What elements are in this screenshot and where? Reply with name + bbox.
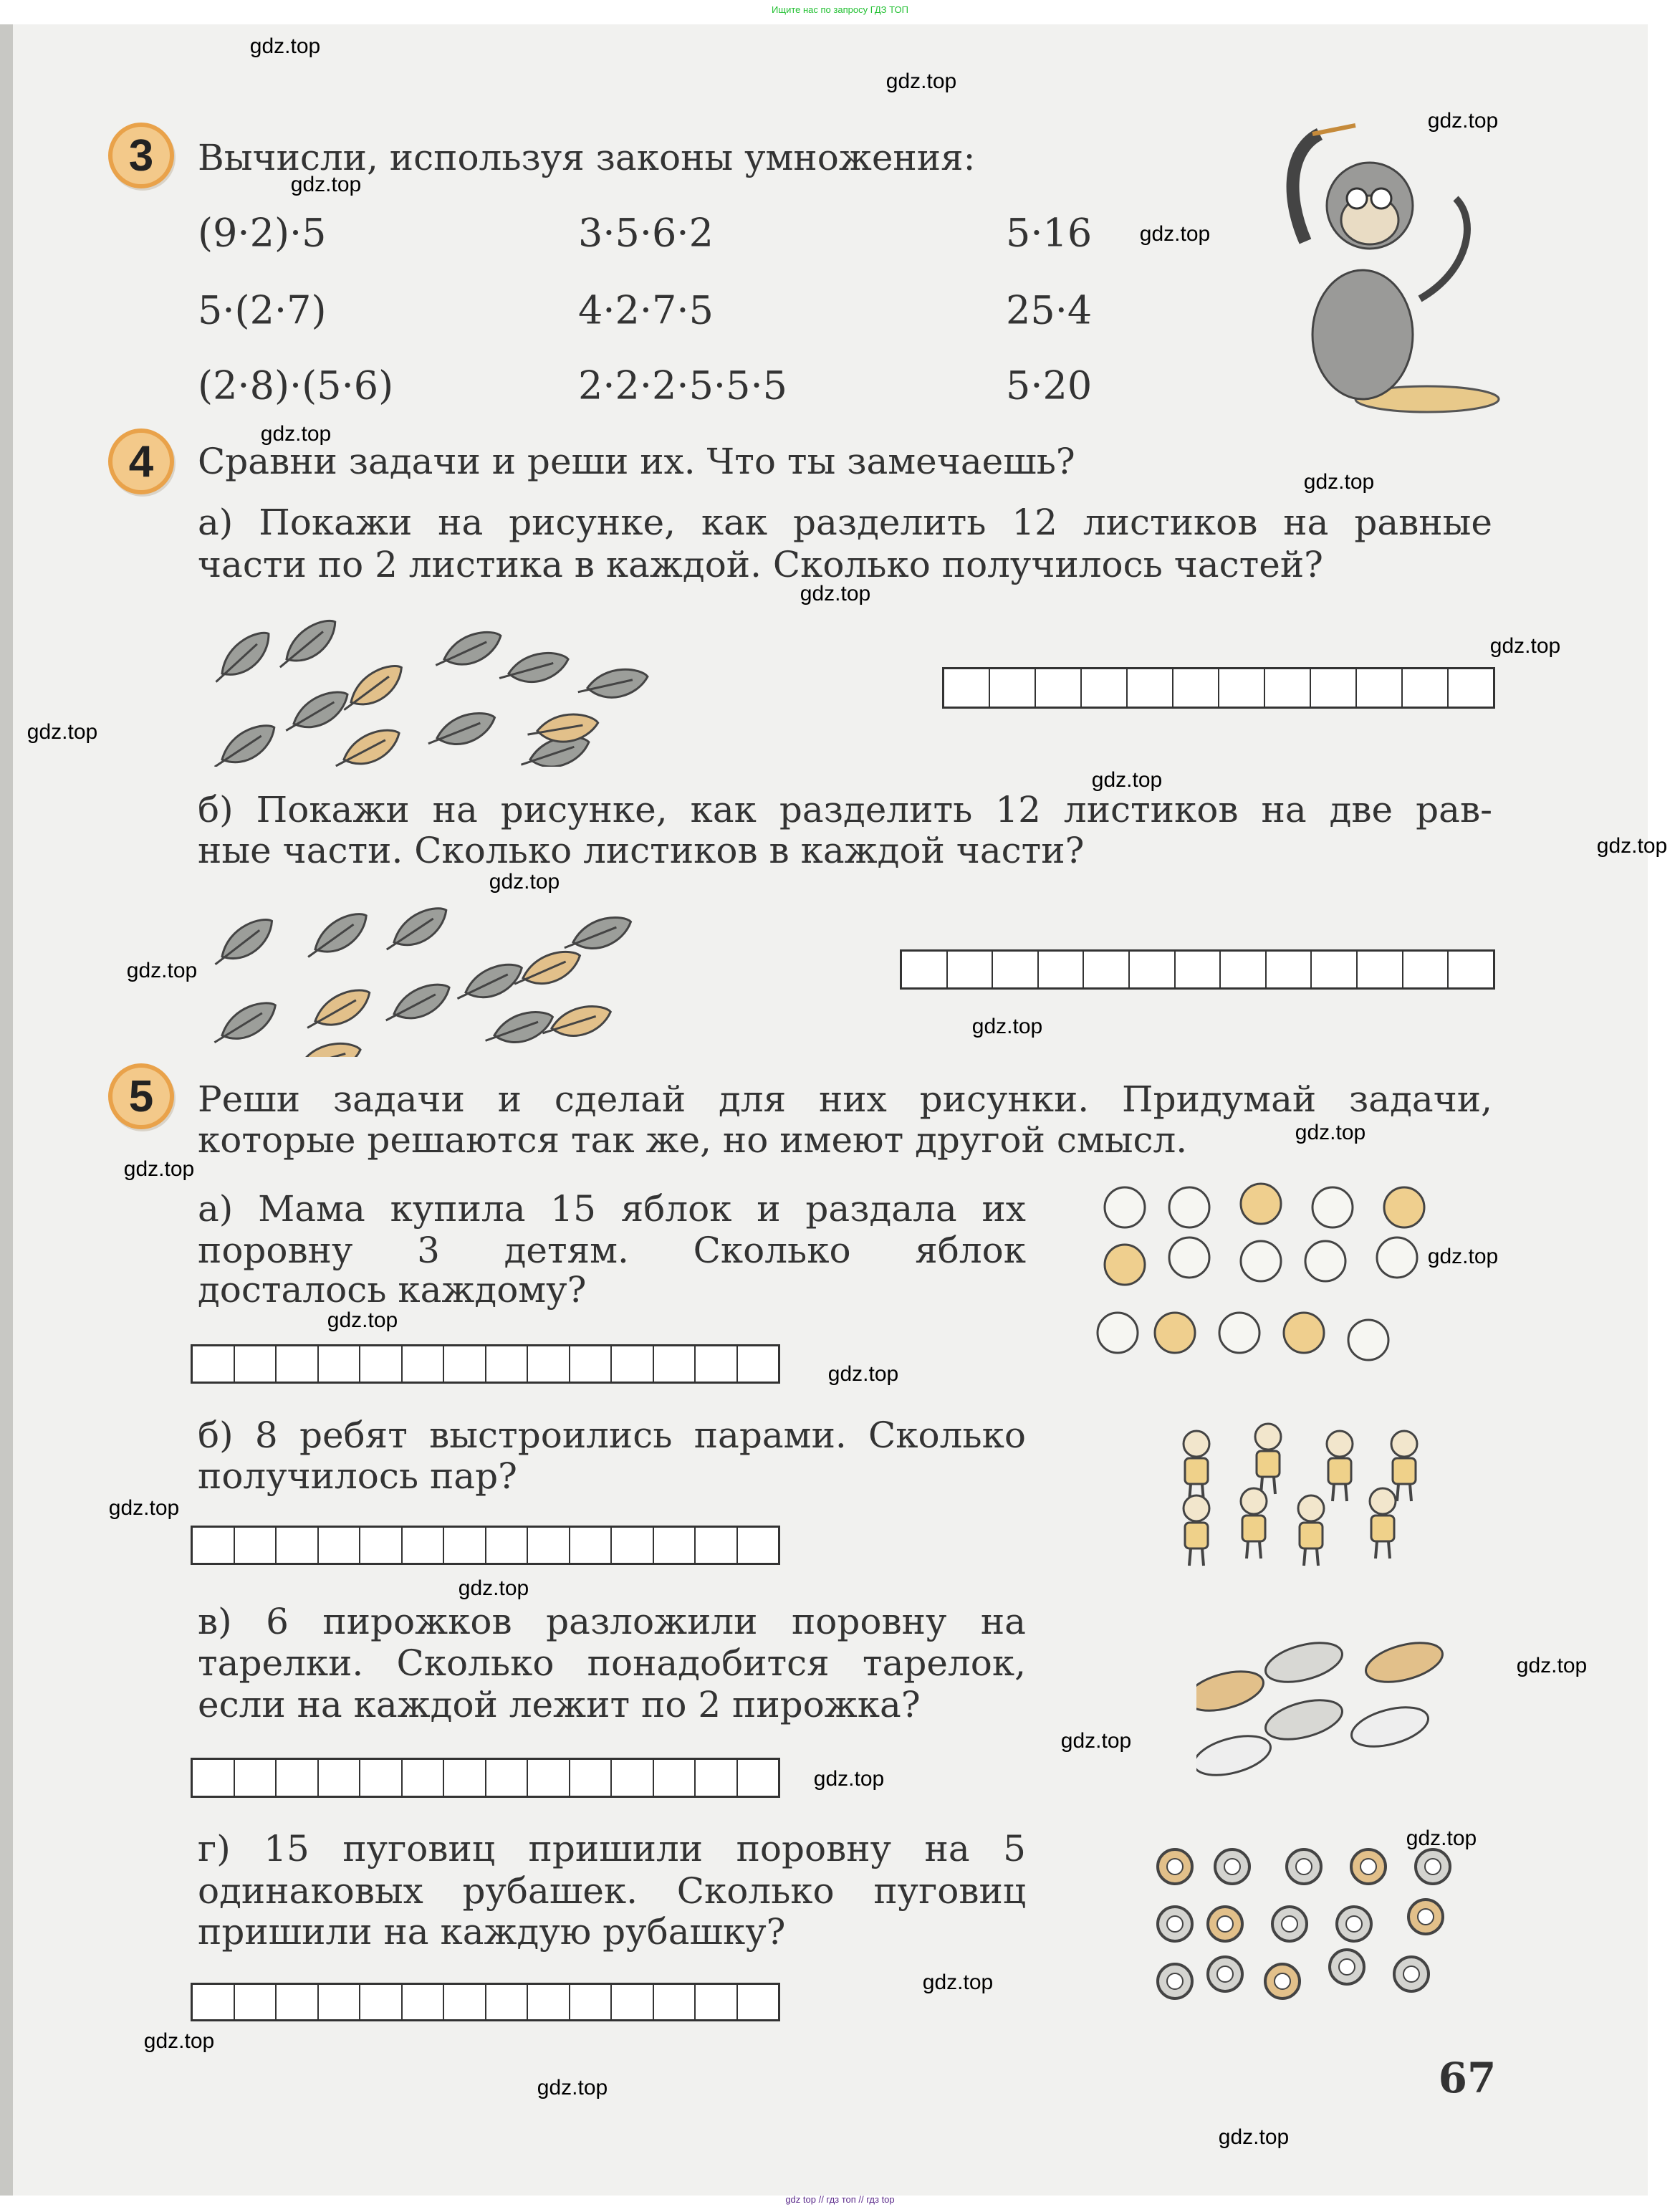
- answer-cell[interactable]: [612, 1760, 654, 1796]
- answer-cell[interactable]: [570, 1985, 613, 2019]
- answer-cell[interactable]: [612, 1346, 654, 1382]
- child-icon: [1255, 1424, 1281, 1494]
- answer-cell[interactable]: [319, 1528, 361, 1563]
- answer-cell[interactable]: [1082, 669, 1128, 707]
- watermark: gdz.top: [1218, 2125, 1290, 2149]
- answer-cell[interactable]: [528, 1346, 570, 1382]
- leaf-icon: [456, 964, 523, 998]
- child-icon: [1298, 1495, 1324, 1566]
- watermark: gdz.top: [813, 1767, 885, 1791]
- ex5-title: Реши задачи и сделай для них рисунки. Придумай задачи,: [198, 1078, 1492, 1120]
- watermark: gdz.top: [1406, 1826, 1477, 1850]
- answer-cell[interactable]: [993, 952, 1039, 987]
- expression: 25·4: [1006, 287, 1093, 333]
- leaf-icon: [499, 647, 569, 686]
- pie-icon: [1348, 1700, 1433, 1754]
- answer-grid-5b[interactable]: [191, 1526, 780, 1565]
- leaf-icon: [380, 906, 451, 949]
- answer-grid-4b[interactable]: [900, 949, 1495, 990]
- answer-cell[interactable]: [1403, 669, 1449, 707]
- watermark: gdz.top: [290, 173, 362, 196]
- leaves-picture-a: [208, 616, 709, 767]
- answer-cell[interactable]: [360, 1985, 403, 2019]
- watermark: gdz.top: [123, 1157, 195, 1181]
- answer-cell[interactable]: [944, 669, 990, 707]
- ex5v-text: в) 6 пирожков разложили поровну на: [198, 1601, 1026, 1642]
- answer-cell[interactable]: [738, 1346, 779, 1382]
- answer-cell[interactable]: [403, 1760, 445, 1796]
- watermark: gdz.top: [800, 582, 871, 605]
- answer-cell[interactable]: [277, 1528, 319, 1563]
- watermark: gdz.top: [126, 959, 198, 982]
- apple-icon: [1241, 1241, 1281, 1281]
- answer-cell[interactable]: [1173, 669, 1219, 707]
- answer-cell[interactable]: [570, 1346, 613, 1382]
- answer-cell[interactable]: [235, 1760, 277, 1796]
- apple-icon: [1377, 1237, 1417, 1278]
- answer-cell[interactable]: [528, 1985, 570, 2019]
- ex5g-text: пришили на каждую рубашку?: [198, 1911, 786, 1953]
- apple-icon: [1105, 1245, 1145, 1285]
- answer-cell[interactable]: [902, 952, 948, 987]
- pie-icon: [1262, 1693, 1347, 1747]
- answer-cell[interactable]: [444, 1985, 486, 2019]
- answer-cell[interactable]: [319, 1985, 361, 2019]
- pies-picture: [1196, 1634, 1454, 1777]
- leaf-icon: [282, 691, 351, 731]
- leaf-icon: [435, 632, 501, 666]
- answer-cell[interactable]: [1312, 952, 1358, 987]
- answer-cell[interactable]: [1357, 669, 1403, 707]
- watermark: gdz.top: [971, 1015, 1043, 1038]
- watermark: gdz.top: [327, 1308, 398, 1332]
- ex5g-text: одинаковых рубашек. Сколько пуговиц: [198, 1870, 1026, 1912]
- answer-cell[interactable]: [193, 1346, 235, 1382]
- watermark: gdz.top: [489, 870, 560, 894]
- exercise-number-5: 5: [108, 1063, 174, 1129]
- ex5g-text: г) 15 пуговиц пришили поровну на 5: [198, 1828, 1026, 1869]
- answer-cell[interactable]: [486, 1985, 529, 2019]
- leaf-icon: [383, 984, 451, 1020]
- leaf-icon: [208, 917, 279, 964]
- leaf-icon: [208, 630, 278, 681]
- answer-cell[interactable]: [193, 1985, 235, 2019]
- expression: 5·20: [1006, 363, 1093, 408]
- answer-cell[interactable]: [444, 1760, 486, 1796]
- answer-cell[interactable]: [1084, 952, 1130, 987]
- children-picture: [1168, 1415, 1440, 1573]
- expression: 3·5·6·2: [578, 210, 714, 256]
- answer-cell[interactable]: [1039, 952, 1085, 987]
- ex5b-text: б) 8 ребят выстроились парами. Сколько: [198, 1414, 1026, 1456]
- watermark: gdz.top: [260, 422, 332, 446]
- child-icon: [1327, 1431, 1353, 1501]
- watermark: gdz.top: [1295, 1121, 1366, 1144]
- watermark: gdz.top: [1489, 634, 1561, 658]
- leaf-icon: [542, 1002, 610, 1039]
- answer-cell[interactable]: [948, 952, 994, 987]
- ex5v-text: если на каждой лежит по 2 пирожка?: [198, 1684, 921, 1725]
- leaf-icon: [486, 1010, 553, 1044]
- answer-cell[interactable]: [1449, 669, 1493, 707]
- bottom-banner[interactable]: gdz top // гдз топ // гдз top: [785, 2194, 895, 2205]
- watermark: gdz.top: [143, 2029, 215, 2053]
- child-icon: [1370, 1488, 1396, 1559]
- answer-cell[interactable]: [528, 1760, 570, 1796]
- ex4b-text: ные части. Сколько листиков в каждой части?: [198, 830, 1085, 871]
- answer-cell[interactable]: [990, 669, 1036, 707]
- monkey-illustration: [1262, 120, 1506, 428]
- watermark: gdz.top: [458, 1576, 529, 1600]
- answer-cell[interactable]: [1265, 669, 1311, 707]
- watermark: gdz.top: [27, 720, 98, 744]
- answer-cell[interactable]: [319, 1760, 361, 1796]
- watermark: gdz.top: [1427, 109, 1499, 133]
- watermark: gdz.top: [108, 1496, 180, 1520]
- watermark: gdz.top: [249, 34, 321, 58]
- expression: 5·16: [1006, 210, 1093, 256]
- answer-cell[interactable]: [277, 1346, 319, 1382]
- apple-icon: [1305, 1241, 1345, 1281]
- answer-cell[interactable]: [1311, 669, 1357, 707]
- watermark: gdz.top: [827, 1362, 899, 1386]
- ex5b-text: получилось пар?: [198, 1455, 517, 1497]
- watermark: gdz.top: [1139, 222, 1211, 246]
- answer-cell[interactable]: [696, 1985, 738, 2019]
- answer-cell[interactable]: [235, 1528, 277, 1563]
- answer-cell[interactable]: [360, 1346, 403, 1382]
- answer-cell[interactable]: [1036, 669, 1082, 707]
- answer-cell[interactable]: [403, 1528, 445, 1563]
- answer-cell[interactable]: [1128, 669, 1173, 707]
- answer-cell[interactable]: [738, 1528, 779, 1563]
- answer-cell[interactable]: [654, 1528, 696, 1563]
- answer-cell[interactable]: [193, 1528, 235, 1563]
- answer-cell[interactable]: [1358, 952, 1403, 987]
- answer-cell[interactable]: [1267, 952, 1312, 987]
- expression: 2·2·2·5·5·5: [578, 363, 787, 408]
- answer-cell[interactable]: [360, 1528, 403, 1563]
- answer-grid-5a[interactable]: [191, 1344, 780, 1384]
- expression: (9·2)·5: [198, 210, 327, 256]
- leaf-icon: [428, 712, 495, 744]
- answer-cell[interactable]: [1176, 952, 1221, 987]
- apple-icon: [1105, 1187, 1145, 1227]
- answer-cell[interactable]: [696, 1760, 738, 1796]
- leaf-icon: [514, 952, 580, 984]
- ex4b-text: б) Покажи на рисунке, как разделить 12 листиков на две рав-: [198, 789, 1492, 830]
- leaf-icon: [210, 1001, 280, 1042]
- pie-icon: [1196, 1729, 1275, 1777]
- ex4a-text: части по 2 листика в каждой. Сколько получилось частей?: [198, 544, 1323, 585]
- watermark: gdz.top: [885, 70, 957, 93]
- answer-cell[interactable]: [235, 1985, 277, 2019]
- exercise-number-4: 4: [108, 428, 174, 494]
- answer-cell[interactable]: [738, 1760, 779, 1796]
- pie-icon: [1362, 1636, 1447, 1690]
- leaves-picture-b: [208, 899, 724, 1057]
- watermark: gdz.top: [1091, 768, 1163, 792]
- ex4a-text: а) Покажи на рисунке, как разделить 12 листиков на равные: [198, 502, 1492, 543]
- watermark: gdz.top: [1303, 470, 1375, 494]
- expression: 5·(2·7): [198, 287, 327, 333]
- expression: (2·8)·(5·6): [198, 363, 394, 408]
- leaf-icon: [565, 916, 631, 949]
- leaf-icon: [304, 989, 373, 1028]
- watermark: gdz.top: [1516, 1654, 1588, 1677]
- answer-cell[interactable]: [570, 1528, 613, 1563]
- apple-icon: [1312, 1187, 1353, 1227]
- page-number: 67: [1438, 2054, 1497, 2102]
- ex5-title: которые решаются так же, но имеют другой смысл.: [198, 1119, 1188, 1161]
- apple-icon: [1348, 1320, 1388, 1360]
- answer-cell[interactable]: [654, 1985, 696, 2019]
- apple-icon: [1169, 1237, 1209, 1278]
- answer-cell[interactable]: [403, 1346, 445, 1382]
- answer-cell[interactable]: [696, 1346, 738, 1382]
- ex3-title: Вычисли, используя законы умножения:: [198, 137, 976, 178]
- apple-icon: [1219, 1313, 1259, 1353]
- apple-icon: [1169, 1187, 1209, 1227]
- watermark: gdz.top: [922, 1971, 994, 1994]
- pie-icon: [1262, 1636, 1347, 1690]
- apple-icon: [1284, 1313, 1324, 1353]
- answer-cell[interactable]: [444, 1528, 486, 1563]
- apple-icon: [1098, 1313, 1138, 1353]
- answer-cell[interactable]: [486, 1528, 529, 1563]
- apples-picture: [1096, 1179, 1454, 1383]
- leaf-icon: [333, 729, 401, 766]
- child-icon: [1184, 1431, 1209, 1501]
- answer-grid-4a[interactable]: [942, 667, 1495, 709]
- answer-cell[interactable]: [277, 1760, 319, 1796]
- ex4-title: Сравни задачи и реши их. Что ты замечаешь?: [198, 441, 1075, 482]
- buttons-picture: [1153, 1838, 1461, 2017]
- answer-cell[interactable]: [360, 1760, 403, 1796]
- answer-cell[interactable]: [444, 1346, 486, 1382]
- expression: 4·2·7·5: [578, 287, 714, 333]
- answer-cell[interactable]: [1130, 952, 1176, 987]
- answer-cell[interactable]: [1219, 669, 1265, 707]
- answer-cell[interactable]: [570, 1760, 613, 1796]
- apple-icon: [1241, 1184, 1281, 1224]
- leaf-icon: [208, 724, 279, 767]
- child-icon: [1184, 1495, 1209, 1566]
- answer-grid-5v[interactable]: [191, 1758, 780, 1798]
- watermark: gdz.top: [1596, 834, 1668, 858]
- apple-icon: [1155, 1313, 1195, 1353]
- answer-cell[interactable]: [1221, 952, 1267, 987]
- answer-cell[interactable]: [654, 1346, 696, 1382]
- answer-cell[interactable]: [612, 1528, 654, 1563]
- answer-cell[interactable]: [696, 1528, 738, 1563]
- answer-cell[interactable]: [528, 1528, 570, 1563]
- ex5a-text: а) Мама купила 15 яблок и раздала их: [198, 1188, 1026, 1230]
- answer-cell[interactable]: [235, 1346, 277, 1382]
- pie-icon: [1196, 1665, 1267, 1718]
- ex5v-text: тарелки. Сколько понадобится тарелок,: [198, 1642, 1026, 1684]
- answer-cell[interactable]: [738, 1985, 779, 2019]
- watermark: gdz.top: [537, 2076, 608, 2100]
- answer-cell[interactable]: [486, 1760, 529, 1796]
- answer-grid-5g[interactable]: [191, 1983, 780, 2021]
- leaf-icon: [271, 618, 343, 668]
- apple-icon: [1384, 1187, 1424, 1227]
- answer-cell[interactable]: [277, 1985, 319, 2019]
- top-banner[interactable]: Ищите нас по запросу ГДЗ ТОП: [772, 4, 908, 15]
- watermark: gdz.top: [1060, 1729, 1132, 1753]
- answer-cell[interactable]: [1403, 952, 1449, 987]
- answer-cell[interactable]: [193, 1760, 235, 1796]
- ex5a-text: досталось каждому?: [198, 1269, 587, 1311]
- answer-cell[interactable]: [403, 1985, 445, 2019]
- leaf-icon: [292, 1038, 361, 1057]
- leaf-icon: [578, 661, 648, 704]
- child-icon: [1241, 1488, 1267, 1559]
- answer-cell[interactable]: [319, 1346, 361, 1382]
- exercise-number-3: 3: [108, 123, 174, 188]
- answer-cell[interactable]: [1449, 952, 1493, 987]
- answer-cell[interactable]: [612, 1985, 654, 2019]
- child-icon: [1391, 1431, 1417, 1501]
- answer-cell[interactable]: [486, 1346, 529, 1382]
- answer-cell[interactable]: [654, 1760, 696, 1796]
- watermark: gdz.top: [1427, 1245, 1499, 1268]
- ex5a-text: поровну 3 детям. Сколько яблок: [198, 1230, 1026, 1271]
- leaf-icon: [301, 911, 372, 957]
- leaf-icon: [337, 664, 408, 710]
